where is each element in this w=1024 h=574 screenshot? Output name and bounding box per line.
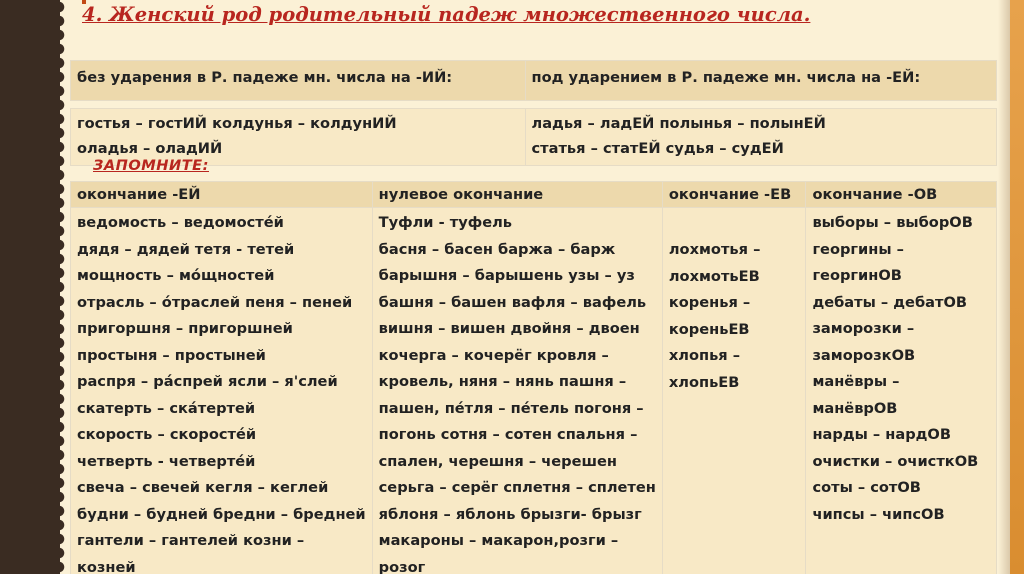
list-item: очистки – очисткОВ xyxy=(812,452,979,470)
list-item: четверть - четверте́й xyxy=(77,452,256,470)
list-item: скорость – скоросте́й xyxy=(77,426,257,443)
list-item: ведомость – ведомосте́й xyxy=(77,214,284,231)
list-item: кореньЕВ xyxy=(668,320,750,338)
list-item: мощность – мо́щностей xyxy=(77,267,275,284)
list-item: георгины – xyxy=(812,240,904,258)
list-item: яблоня – яблонь брызги- брызг xyxy=(378,505,642,523)
list-item: простыня – простыней xyxy=(77,346,266,364)
list-item: вишня – вишен двойня – двоен xyxy=(378,320,640,337)
list-item: розог xyxy=(378,558,426,574)
list-item: кровель, няня – нянь пашня – xyxy=(378,373,627,390)
list-item: барышня – барышень узы – уз xyxy=(378,267,635,284)
list-item: статья – статЕЙ судья – судЕЙ xyxy=(531,140,784,157)
list-item: георгинОВ xyxy=(812,267,902,284)
list-item: коренья – xyxy=(668,294,751,311)
list-item: свеча – свечей кегля – кеглей xyxy=(77,479,329,496)
top-table xyxy=(70,60,997,166)
list-item: лохмотья – xyxy=(668,241,761,258)
remember-label: ЗАПОМНИТЕ: xyxy=(93,157,209,174)
list-item: дебаты – дебатОВ xyxy=(812,293,967,311)
list-item: заморозкОВ xyxy=(812,346,916,364)
list-item: оладья – оладИЙ xyxy=(77,140,223,157)
endings-table xyxy=(70,181,997,574)
list-item: пригоршня – пригоршней xyxy=(77,320,293,337)
right-decor-bar xyxy=(1010,0,1024,574)
list-item: хлопьЕВ xyxy=(668,373,740,391)
list-item: кочерга – кочерёг кровля – xyxy=(378,346,609,364)
left-decor-bar xyxy=(0,0,60,574)
header-ending-ov: окончание -ОВ xyxy=(806,182,997,208)
column-zero-ending xyxy=(372,208,662,574)
list-item: козней xyxy=(77,558,136,574)
header-zero-ending: нулевое окончание xyxy=(372,182,662,208)
list-item: скатерть – ска́тертей xyxy=(77,399,256,417)
scalloped-edge xyxy=(52,0,66,574)
list-item: башня – башен вафля – вафель xyxy=(378,293,647,311)
list-item: манёврОВ xyxy=(812,399,898,417)
list-item: лохмотьЕВ xyxy=(668,267,760,285)
list-item: пашен, пе́тля – пе́тель погоня – xyxy=(378,399,644,417)
column-ending-ev xyxy=(662,208,806,574)
column-ending-ey xyxy=(71,208,373,574)
right-shadow xyxy=(998,0,1010,574)
list-item: распря – ра́спрей ясли – я'слей xyxy=(77,373,338,390)
list-item: нарды – нардОВ xyxy=(812,426,951,443)
list-item: басня – басен баржа – барж xyxy=(378,240,616,258)
list-item: гостья – гостИЙ колдунья – колдунИЙ xyxy=(77,115,397,132)
top-table-gap xyxy=(71,101,997,109)
top-header-stressed: под ударением в Р. падеже мн. числа на -ЕЙ: xyxy=(525,61,997,101)
top-cell-stressed xyxy=(525,109,997,166)
list-item: заморозки – xyxy=(812,320,915,337)
list-item: хлопья – xyxy=(668,347,741,364)
list-item: погонь сотня – сотен спальня – xyxy=(378,426,638,443)
header-ending-ev: окончание -ЕВ xyxy=(662,182,806,208)
list-item: гантели – гантелей козни – xyxy=(77,532,305,549)
list-item: чипсы – чипсОВ xyxy=(812,505,945,523)
list-item: манёвры – xyxy=(812,373,900,390)
list-item: выборы – выборОВ xyxy=(812,214,973,231)
list-item: отрасль – о́траслей пеня – пеней xyxy=(77,293,353,311)
column-ending-ov xyxy=(806,208,997,574)
list-item: серьга – серёг сплетня – сплетен xyxy=(378,479,656,496)
list-item: Туфли - туфель xyxy=(378,214,513,231)
list-item: спален, черешня – черешен xyxy=(378,452,617,470)
page-title: 4. Женский род родительный падеж множественного числа. xyxy=(82,3,811,26)
list-item: соты – сотОВ xyxy=(812,479,921,496)
list-item: дядя – дядей тетя - тетей xyxy=(77,240,295,258)
top-header-unstressed: без ударения в Р. падеже мн. числа на -ИЙ: xyxy=(71,61,526,101)
list-item: макароны – макарон,розги – xyxy=(378,532,619,549)
header-ending-ey: окончание -ЕЙ xyxy=(71,182,373,208)
list-item: ладья – ладЕЙ полынья – полынЕЙ xyxy=(531,115,826,132)
list-item: будни – будней бредни – бредней xyxy=(77,505,366,523)
